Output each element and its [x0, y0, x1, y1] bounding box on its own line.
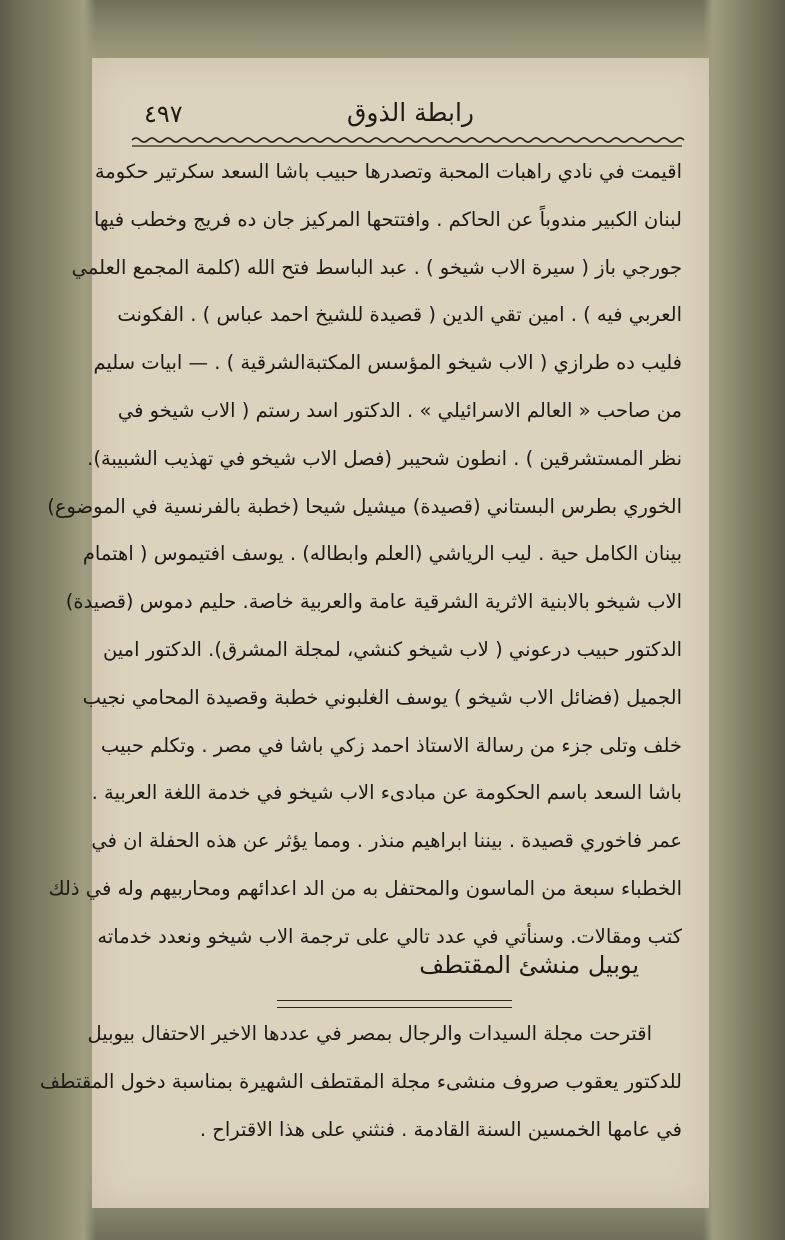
text-line: الدكتور حبيب درعوني ( لاب شيخو كنشي، لمجلة المشرق). الدكتور امين	[102, 637, 682, 661]
running-head: رابطة الذوق	[347, 98, 474, 127]
text-line: جورجي باز ( سيرة الاب شيخو ) . عبد الباسط فتح الله (كلمة المجمع العلمي	[71, 255, 682, 279]
text-line: كتب ومقالات. وسنأتي في عدد تالي على ترجمة الاب شيخو ونعدد خدماته	[97, 924, 682, 948]
page-header	[92, 98, 709, 138]
text-line: للدكتور يعقوب صروف منشىء مجلة المقتطف الشهيرة بمناسبة دخول المقتطف	[39, 1070, 682, 1093]
text-line: فليب ده طرازي ( الاب شيخو المؤسس المكتبةالشرقية ) . — ابيات سليم	[93, 351, 682, 375]
text-line: باشا السعد باسم الحكومة عن مبادىء الاب شيخو في خدمة اللغة العربية .	[91, 781, 682, 805]
double-rule-divider	[277, 1000, 512, 1008]
text-line: عمر فاخوري قصيدة . بيننا ابراهيم منذر . ومما يؤثر عن هذه الحفلة ان في	[91, 829, 682, 853]
text-line: بينان الكامل حية . ليب الرياشي (العلم وابطاله) . يوسف افتيموس ( اهتمام	[82, 542, 682, 566]
text-line: في عامها الخمسين السنة القادمة . فنثني على هذا الاقتراح .	[199, 1118, 682, 1141]
text-line: لبنان الكبير مندوباً عن الحاكم . وافتتحها المركيز جان ده فريج وخطب فيها	[93, 207, 682, 231]
wavy-rule-divider	[132, 136, 682, 148]
text-line: الخطباء سبعة من الماسون والمحتفل به من الد اعدائهم ومحاربيهم وله في ذلك	[48, 876, 682, 900]
text-line: من صاحب « العالم الاسرائيلي » . الدكتور اسد رستم ( الاب شيخو في	[117, 398, 682, 422]
text-line: اقترحت مجلة السيدات والرجال بمصر في عددها الاخير الاحتفال بيوبيل	[87, 1022, 652, 1045]
page-number: ٤٩٧	[144, 100, 183, 128]
article-paragraph-jubilee-muqtataf	[39, 1010, 682, 1154]
book-page	[39, 58, 709, 1208]
section-title: يوبيل منشئ المقتطف	[419, 951, 639, 979]
text-line: نظر المستشرقين ) . انطون شحيبر (فصل الاب شيخو في تهذيب الشبيبة).	[87, 446, 682, 470]
text-line: الاب شيخو بالابنية الاثرية الشرقية عامة والعربية خاصة. حليم دموس (قصيدة)	[65, 590, 682, 614]
text-line: الخوري بطرس البستاني (قصيدة) ميشيل شيحا (خطبة بالفرنسية في الموضوع)	[47, 494, 682, 518]
article-paragraph-jubilee-shaykhu	[47, 148, 682, 961]
text-line: العربي فيه ) . امين تقي الدين ( قصيدة للشيخ احمد عباس ) . الفكونت	[117, 303, 682, 327]
text-line: خلف وتلى جزء من رسالة الاستاذ احمد زكي باشا في مصر . وتكلم حبيب	[100, 733, 682, 757]
text-line: اقيمت في نادي راهبات المحبة وتصدرها حبيب باشا السعد سكرتير حكومة	[94, 160, 682, 183]
text-line: الجميل (فضائل الاب شيخو ) يوسف الغلبوني خطبة وقصيدة المحامي نجيب	[82, 685, 682, 709]
